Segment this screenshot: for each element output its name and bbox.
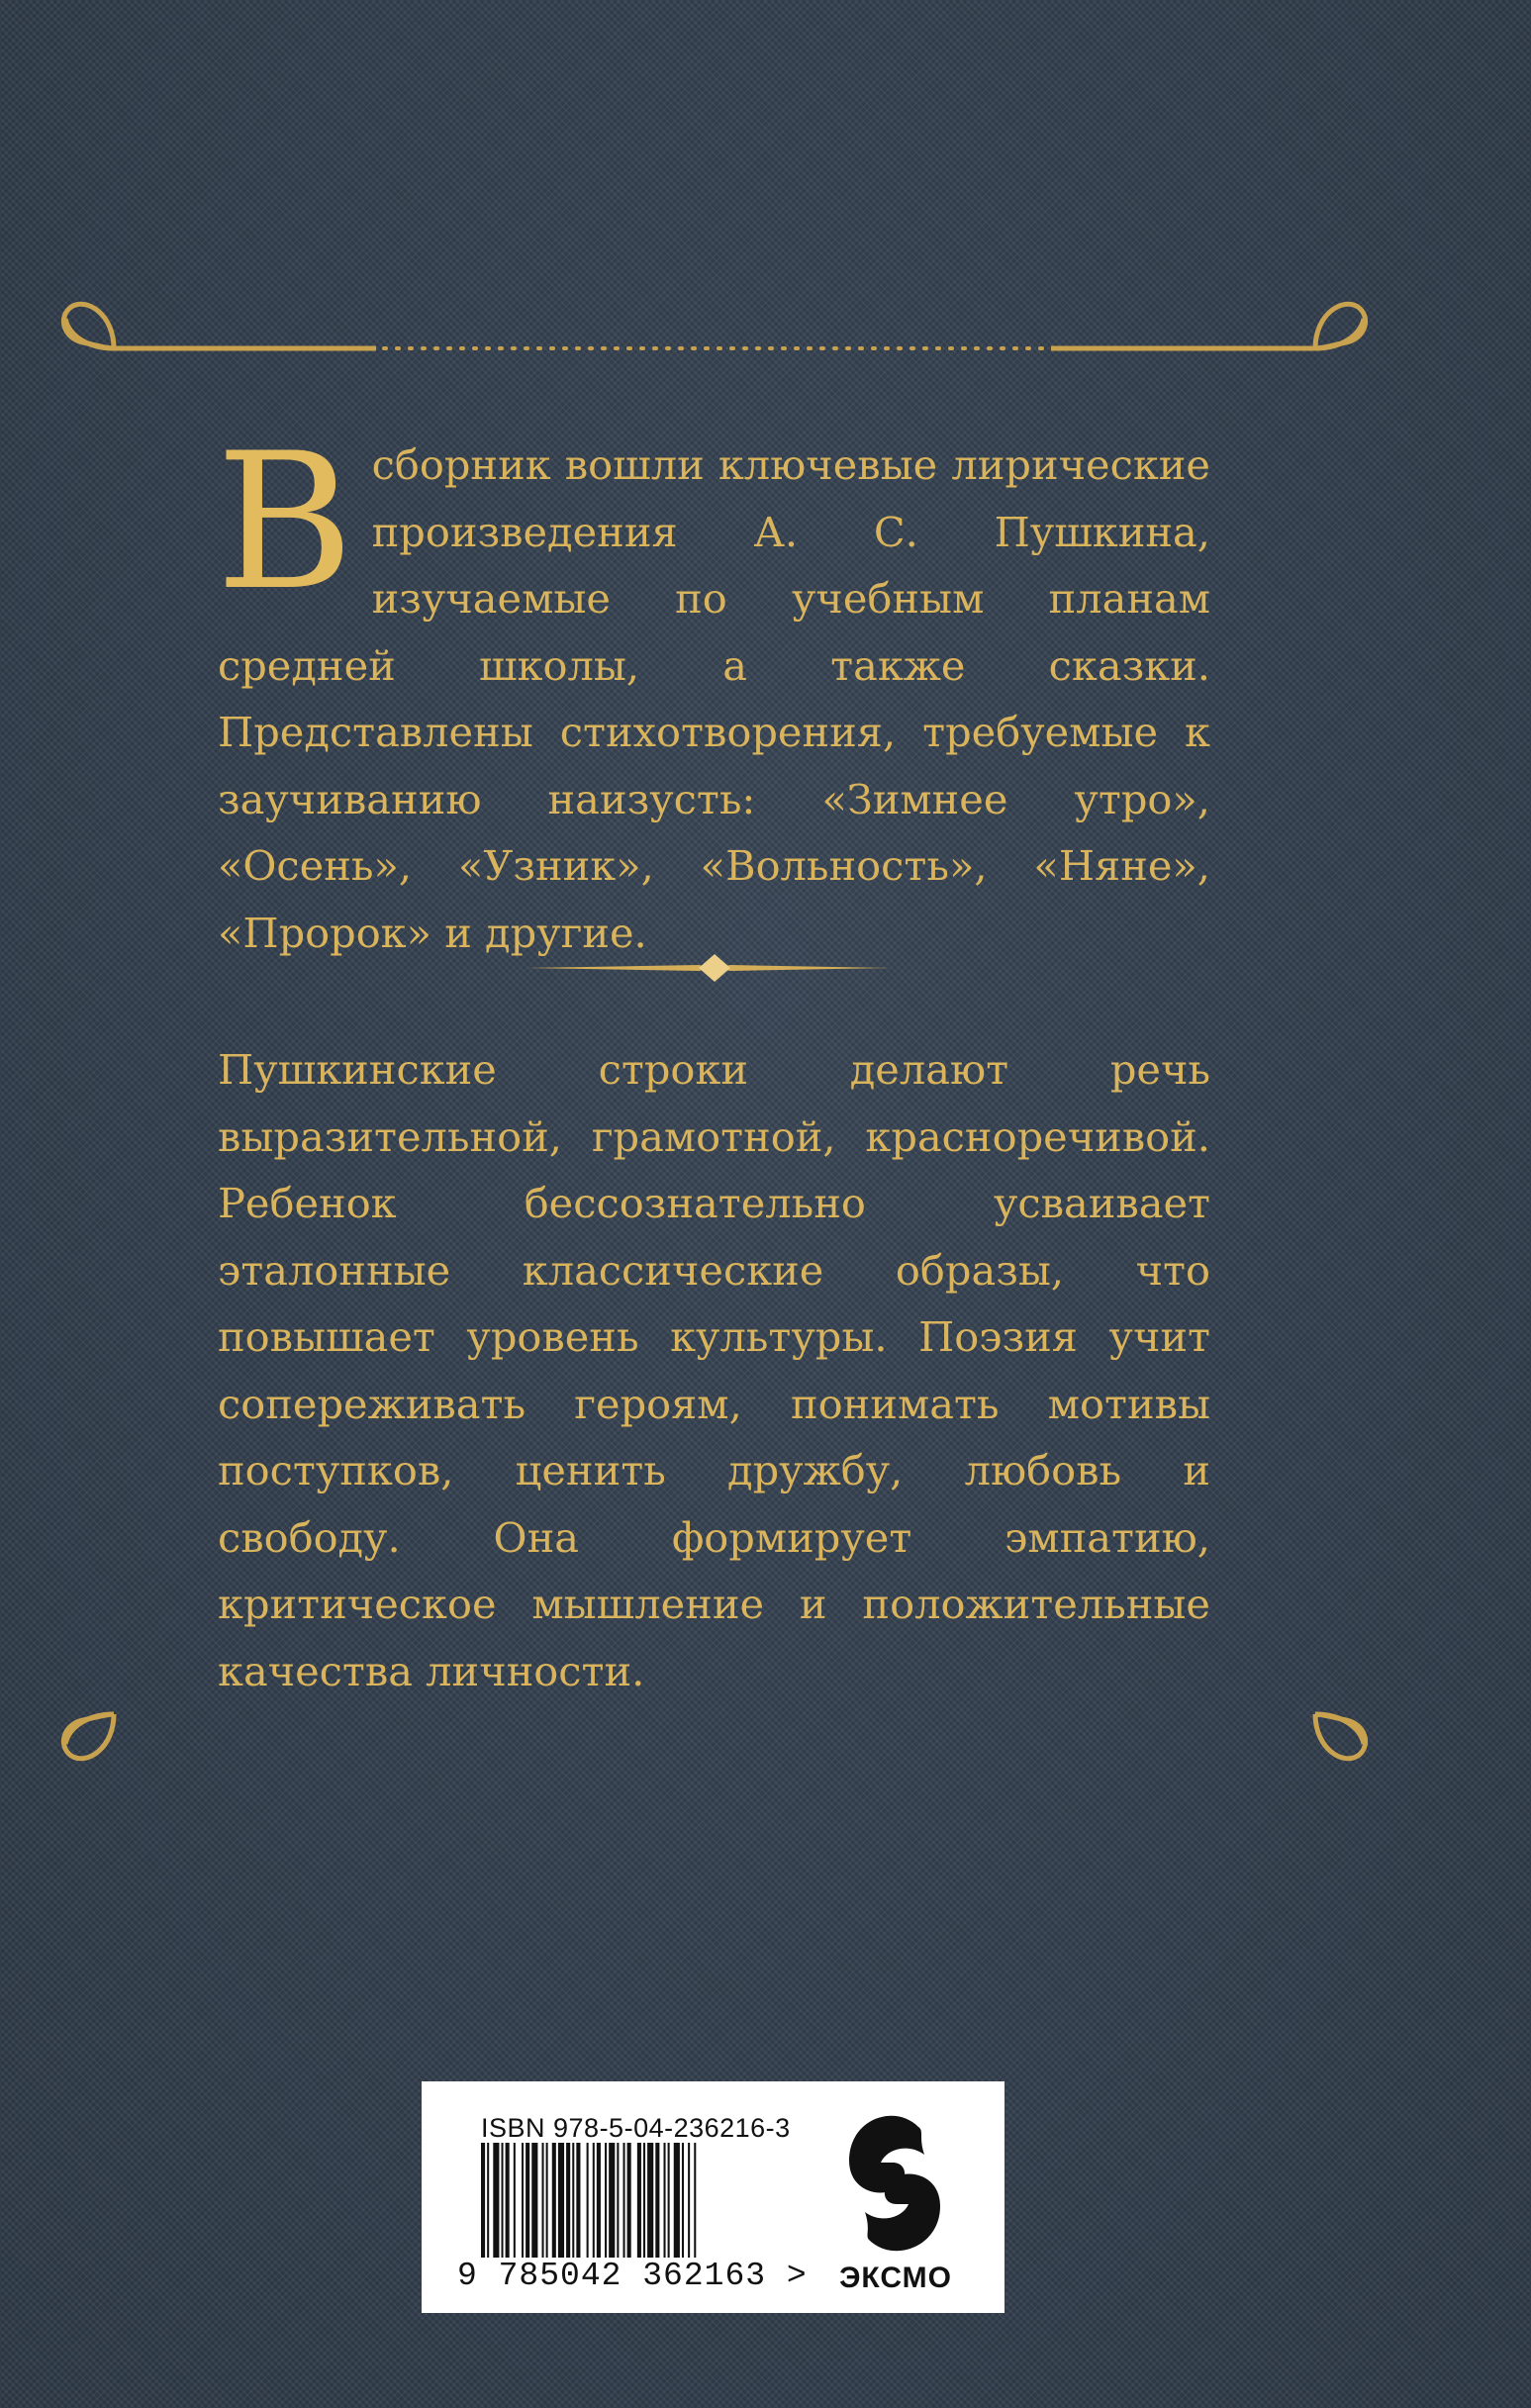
barcode-bar (655, 2143, 659, 2258)
barcode-bar (664, 2143, 666, 2258)
publisher-name: ЭКСМО (839, 2262, 952, 2294)
barcode-bar (694, 2143, 696, 2258)
barcode-bar (552, 2143, 556, 2258)
barcode-bar (668, 2143, 670, 2258)
barcode-bars (481, 2143, 778, 2258)
barcode-panel (422, 2081, 1005, 2313)
barcode-bar (627, 2143, 631, 2258)
isbn-label: ISBN 978-5-04-236216-3 (481, 2113, 791, 2143)
barcode-bar (566, 2143, 570, 2258)
barcode-bar (514, 2143, 516, 2258)
drop-cap: В (216, 413, 354, 631)
corner-curl-bottom-left (63, 1714, 114, 1759)
description-paragraph-1 (216, 413, 1210, 966)
barcode-bar (637, 2143, 641, 2258)
description-paragraph-2: Пушкинские строки делают речь выразительной, грамотной, красноречивой. Ребенок бессознательно усваивает эталонные классические образы, что повышает уровень культуры. Поэзия учит сопереживать героям, понимать мотивы поступков, ценить дружбу, любовь и свободу. Она формирует эмпатию, критическое мышление и положительные качества личности. (218, 1045, 1210, 1695)
barcode-bar (609, 2143, 615, 2258)
corner-curl-top-right (1315, 304, 1366, 348)
barcode-bar (558, 2143, 564, 2258)
barcode-bar (643, 2143, 645, 2258)
barcode-bar (542, 2143, 544, 2258)
barcode-bar (597, 2143, 601, 2258)
eksmo-swirl-logo-icon (835, 2109, 954, 2258)
barcode-bar (506, 2143, 510, 2258)
barcode-bar (682, 2143, 684, 2258)
barcode-bar (522, 2143, 524, 2258)
barcode-bar (605, 2143, 607, 2258)
barcode-bar (572, 2143, 574, 2258)
barcode-digits: 9 785042 362163 > (457, 2258, 808, 2294)
barcode-bar (487, 2143, 489, 2258)
barcode-bar (587, 2143, 589, 2258)
barcode-bar (623, 2143, 625, 2258)
barcode-bar (531, 2143, 537, 2258)
barcode-bar (617, 2143, 619, 2258)
barcode-bar (674, 2143, 680, 2258)
barcode-bar (647, 2143, 653, 2258)
barcode-bar (576, 2143, 580, 2258)
barcode-bar (502, 2143, 504, 2258)
barcode-bar (593, 2143, 595, 2258)
corner-curl-bottom-right (1315, 1714, 1366, 1759)
corner-curl-top-left (63, 304, 114, 348)
barcode-bar (526, 2143, 529, 2258)
barcode-bar (546, 2143, 548, 2258)
barcode-bar (481, 2143, 485, 2258)
barcode-bar (688, 2143, 690, 2258)
paragraph-1-text: сборник вошли ключевые лирические произведения А. С. Пушкина, изучаемые по учебным планам средней школы, а также сказки. Представлены стихотворения, требуемые к заучиванию наизусть: «Зимнее утро», «Осень», «Узник», «Вольность», «Няне», «Пророк» и другие. (218, 440, 1210, 957)
barcode-bar (493, 2143, 499, 2258)
